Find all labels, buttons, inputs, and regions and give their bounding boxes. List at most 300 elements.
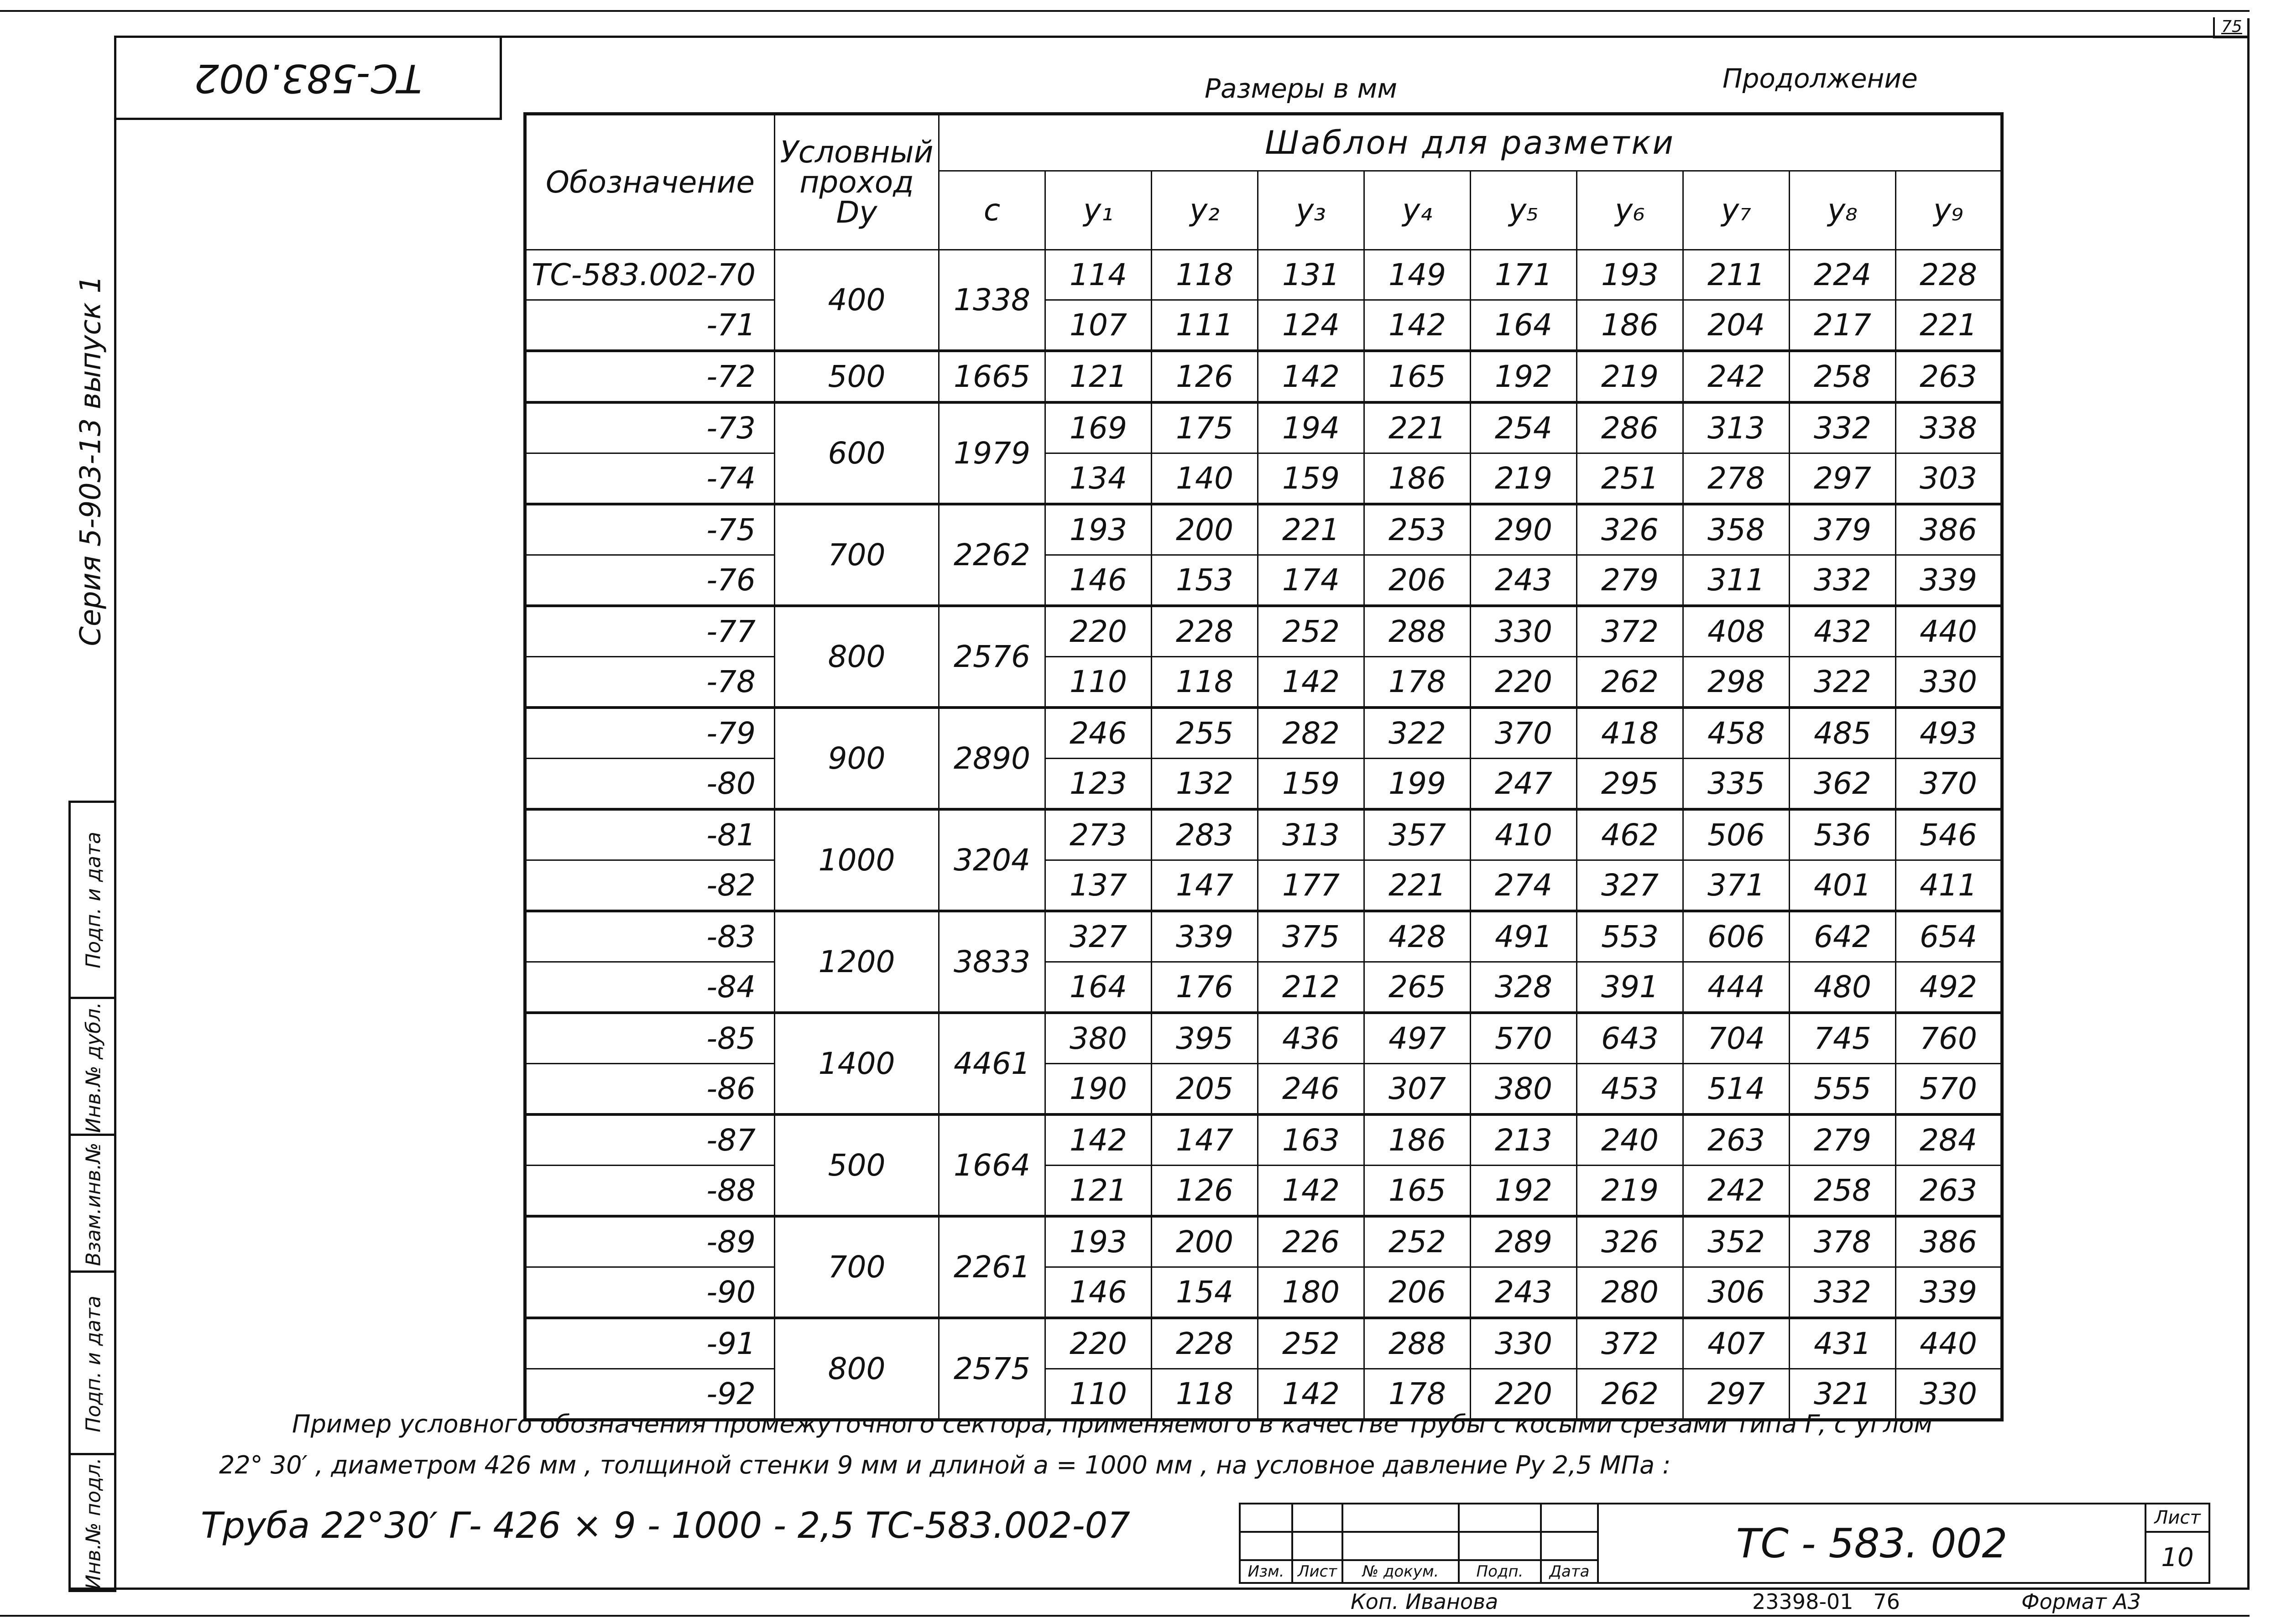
row-designation: -79 [525,708,775,759]
row-y1-value: 137 [1045,860,1152,911]
row-y8-value: 555 [1790,1064,1896,1115]
row-y3-value: 313 [1258,809,1364,860]
title-label-doc: № докум. [1342,1560,1459,1583]
row-y5-value: 274 [1471,860,1577,911]
row-y6-value: 391 [1577,962,1683,1013]
marking-template-table [523,112,2004,1421]
row-y3-value: 163 [1258,1114,1364,1166]
row-designation: -74 [525,453,775,505]
row-y3-value: 212 [1258,962,1364,1013]
side-stamp-label: Взам.инв.№ [82,1142,105,1266]
row-y3-value: 142 [1258,351,1364,402]
row-y4-value: 221 [1364,860,1471,911]
row-y7-value: 444 [1683,962,1790,1013]
row-designation: -71 [525,300,775,351]
row-y1-value: 146 [1045,1267,1152,1318]
row-y8-value: 480 [1790,962,1896,1013]
row-y9-value: 228 [1896,250,2002,300]
row-y8-value: 431 [1790,1318,1896,1369]
row-bore-dy: 700 [775,504,939,606]
row-y9-value: 760 [1896,1013,2002,1064]
row-designation: -77 [525,606,775,657]
row-y3-value: 180 [1258,1267,1364,1318]
title-label-date: Дата [1541,1560,1598,1583]
row-y2-value: 153 [1152,555,1258,606]
row-y5-value: 330 [1471,606,1577,657]
row-y7-value: 263 [1683,1114,1790,1166]
row-y3-value: 436 [1258,1013,1364,1064]
row-y3-value: 142 [1258,1369,1364,1420]
title-block [1239,1503,2210,1584]
row-y9-value: 330 [1896,1369,2002,1420]
row-y4-value: 221 [1364,402,1471,453]
row-y3-value: 159 [1258,453,1364,505]
row-c-value: 2262 [939,504,1045,606]
row-y1-value: 121 [1045,1166,1152,1217]
row-y6-value: 643 [1577,1013,1683,1064]
row-y2-value: 339 [1152,911,1258,962]
row-y3-value: 252 [1258,1318,1364,1369]
row-y1-value: 114 [1045,250,1152,300]
row-c-value: 2890 [939,708,1045,809]
col-header-y8: y₈ [1790,171,1896,250]
frame-top-line [0,10,2250,12]
row-y1-value: 146 [1045,555,1152,606]
row-y7-value: 313 [1683,402,1790,453]
row-y9-value: 386 [1896,504,2002,555]
row-y7-value: 298 [1683,657,1790,708]
row-y5-value: 570 [1471,1013,1577,1064]
row-y2-value: 205 [1152,1064,1258,1115]
table-row [525,1166,2002,1217]
heading-sizes: Размеры в мм [1205,73,1397,104]
table-row [525,1064,2002,1115]
row-y9-value: 493 [1896,708,2002,759]
row-designation: -73 [525,402,775,453]
row-y5-value: 220 [1471,657,1577,708]
col-header-y2: y₂ [1152,171,1258,250]
row-y4-value: 497 [1364,1013,1471,1064]
row-y9-value: 570 [1896,1064,2002,1115]
row-y8-value: 258 [1790,1166,1896,1217]
row-y6-value: 286 [1577,402,1683,453]
row-bore-dy: 700 [775,1216,939,1318]
row-y7-value: 407 [1683,1318,1790,1369]
row-designation: -89 [525,1216,775,1267]
row-y5-value: 220 [1471,1369,1577,1420]
row-y9-value: 284 [1896,1114,2002,1166]
row-y7-value: 211 [1683,250,1790,300]
row-y4-value: 428 [1364,911,1471,962]
note-line-2: 22° 30′ , диаметром 426 мм , толщиной стенки 9 мм и длиной a = 1000 мм , на условное давление Pу 2,5 МПа : [219,1451,1671,1479]
row-y7-value: 311 [1683,555,1790,606]
row-y8-value: 297 [1790,453,1896,505]
row-y2-value: 147 [1152,860,1258,911]
table-row [525,759,2002,810]
row-designation: -87 [525,1114,775,1166]
row-y6-value: 186 [1577,300,1683,351]
table-row [525,860,2002,911]
row-y7-value: 242 [1683,1166,1790,1217]
title-doc-code: ТС - 583. 002 [1598,1504,2145,1583]
row-y2-value: 118 [1152,250,1258,300]
row-y4-value: 265 [1364,962,1471,1013]
side-stamp-label: Инв.№ дубл. [82,1002,105,1133]
row-c-value: 1665 [939,351,1045,402]
side-stamp-cell-5 [71,803,116,997]
row-y5-value: 171 [1471,250,1577,300]
row-designation: -83 [525,911,775,962]
col-header-y6: y₆ [1577,171,1683,250]
row-y6-value: 327 [1577,860,1683,911]
row-y1-value: 134 [1045,453,1152,505]
top-sheet-number-box [2213,17,2249,38]
row-designation: -81 [525,809,775,860]
row-y2-value: 111 [1152,300,1258,351]
row-designation: ТС-583.002-70 [525,250,775,300]
row-y1-value: 190 [1045,1064,1152,1115]
row-y1-value: 123 [1045,759,1152,810]
row-y7-value: 408 [1683,606,1790,657]
row-y4-value: 186 [1364,453,1471,505]
row-y9-value: 330 [1896,657,2002,708]
row-y9-value: 411 [1896,860,2002,911]
row-y6-value: 251 [1577,453,1683,505]
row-y8-value: 401 [1790,860,1896,911]
row-y9-value: 339 [1896,555,2002,606]
row-designation: -91 [525,1318,775,1369]
row-designation: -76 [525,555,775,606]
row-y4-value: 178 [1364,1369,1471,1420]
table-row [525,1216,2002,1267]
row-y5-value: 192 [1471,351,1577,402]
row-y9-value: 263 [1896,1166,2002,1217]
row-y8-value: 258 [1790,351,1896,402]
row-y5-value: 213 [1471,1114,1577,1166]
side-stamp-label: Подп. и дата [82,1296,105,1432]
row-y9-value: 546 [1896,809,2002,860]
row-y7-value: 352 [1683,1216,1790,1267]
row-y8-value: 321 [1790,1369,1896,1420]
row-designation: -72 [525,351,775,402]
side-stamp [68,801,116,1592]
row-y5-value: 330 [1471,1318,1577,1369]
col-header-y1: y₁ [1045,171,1152,250]
row-y8-value: 378 [1790,1216,1896,1267]
row-y7-value: 204 [1683,300,1790,351]
row-y2-value: 154 [1152,1267,1258,1318]
row-y1-value: 121 [1045,351,1152,402]
col-header-y4: y₄ [1364,171,1471,250]
row-y3-value: 142 [1258,657,1364,708]
row-y1-value: 220 [1045,606,1152,657]
row-y6-value: 372 [1577,606,1683,657]
table-row [525,402,2002,453]
row-y5-value: 328 [1471,962,1577,1013]
row-designation: -88 [525,1166,775,1217]
row-y6-value: 462 [1577,809,1683,860]
row-y3-value: 177 [1258,860,1364,911]
row-y8-value: 332 [1790,555,1896,606]
col-header-c: c [939,171,1045,250]
heading-continuation: Продолжение [1723,63,1918,94]
frame-right [2247,18,2250,1588]
table-row [525,1267,2002,1318]
row-y6-value: 279 [1577,555,1683,606]
row-c-value: 3204 [939,809,1045,911]
row-y9-value: 221 [1896,300,2002,351]
side-stamp-cell-3 [71,1134,116,1273]
side-stamp-cell-4 [71,997,116,1136]
row-y7-value: 704 [1683,1013,1790,1064]
row-y2-value: 228 [1152,1318,1258,1369]
bore-line-3: Dy [836,194,877,230]
row-y5-value: 219 [1471,453,1577,505]
row-y4-value: 165 [1364,1166,1471,1217]
row-y4-value: 186 [1364,1114,1471,1166]
row-y8-value: 322 [1790,657,1896,708]
row-y2-value: 200 [1152,504,1258,555]
row-y7-value: 606 [1683,911,1790,962]
row-y3-value: 131 [1258,250,1364,300]
row-y2-value: 118 [1152,1369,1258,1420]
row-c-value: 3833 [939,911,1045,1013]
row-c-value: 2575 [939,1318,1045,1420]
row-bore-dy: 900 [775,708,939,809]
row-y9-value: 263 [1896,351,2002,402]
row-y4-value: 322 [1364,708,1471,759]
row-y9-value: 339 [1896,1267,2002,1318]
row-y8-value: 332 [1790,402,1896,453]
table-row [525,1013,2002,1064]
side-series-block [68,255,112,666]
row-y3-value: 252 [1258,606,1364,657]
title-sheet-number: 10 [2145,1532,2209,1583]
row-y2-value: 126 [1152,1166,1258,1217]
row-y2-value: 118 [1152,657,1258,708]
row-y2-value: 228 [1152,606,1258,657]
row-c-value: 1979 [939,402,1045,504]
row-designation: -84 [525,962,775,1013]
row-y6-value: 193 [1577,250,1683,300]
row-designation: -75 [525,504,775,555]
row-y7-value: 514 [1683,1064,1790,1115]
row-y3-value: 194 [1258,402,1364,453]
row-y4-value: 142 [1364,300,1471,351]
row-y2-value: 175 [1152,402,1258,453]
row-y3-value: 142 [1258,1166,1364,1217]
row-y9-value: 440 [1896,1318,2002,1369]
row-designation: -80 [525,759,775,810]
row-y5-value: 192 [1471,1166,1577,1217]
row-y6-value: 219 [1577,1166,1683,1217]
row-y1-value: 327 [1045,911,1152,962]
row-y7-value: 458 [1683,708,1790,759]
row-y6-value: 280 [1577,1267,1683,1318]
frame-bottom-edge [0,1615,2250,1617]
side-stamp-cell-1 [71,1453,116,1592]
row-y1-value: 142 [1045,1114,1152,1166]
table-row [525,300,2002,351]
row-y4-value: 288 [1364,606,1471,657]
row-y2-value: 283 [1152,809,1258,860]
row-y4-value: 178 [1364,657,1471,708]
table-row [525,555,2002,606]
row-y6-value: 262 [1577,657,1683,708]
row-y6-value: 372 [1577,1318,1683,1369]
row-y6-value: 219 [1577,351,1683,402]
row-y4-value: 149 [1364,250,1471,300]
row-y2-value: 126 [1152,351,1258,402]
row-y4-value: 253 [1364,504,1471,555]
table-row [525,911,2002,962]
row-y2-value: 140 [1152,453,1258,505]
row-y4-value: 206 [1364,1267,1471,1318]
corner-code-text: ТС-583.002 [194,55,422,101]
row-bore-dy: 1400 [775,1013,939,1114]
row-y2-value: 255 [1152,708,1258,759]
row-y3-value: 226 [1258,1216,1364,1267]
row-bore-dy: 400 [775,250,939,351]
row-y6-value: 326 [1577,504,1683,555]
title-label-izm: Изм. [1240,1560,1292,1583]
row-y9-value: 492 [1896,962,2002,1013]
row-y5-value: 243 [1471,555,1577,606]
row-y2-value: 395 [1152,1013,1258,1064]
side-stamp-cell-2 [71,1270,116,1455]
row-y9-value: 338 [1896,402,2002,453]
row-y5-value: 410 [1471,809,1577,860]
row-y4-value: 165 [1364,351,1471,402]
row-y9-value: 370 [1896,759,2002,810]
row-y3-value: 124 [1258,300,1364,351]
row-y5-value: 370 [1471,708,1577,759]
row-y5-value: 164 [1471,300,1577,351]
row-y9-value: 386 [1896,1216,2002,1267]
row-bore-dy: 1200 [775,911,939,1013]
row-bore-dy: 1000 [775,809,939,911]
side-stamp-label: Инв.№ подл. [82,1457,105,1590]
row-y8-value: 745 [1790,1013,1896,1064]
row-y1-value: 380 [1045,1013,1152,1064]
row-y7-value: 242 [1683,351,1790,402]
row-y3-value: 246 [1258,1064,1364,1115]
table-row [525,606,2002,657]
row-y5-value: 243 [1471,1267,1577,1318]
row-y5-value: 290 [1471,504,1577,555]
row-y5-value: 247 [1471,759,1577,810]
row-y8-value: 279 [1790,1114,1896,1166]
row-y1-value: 107 [1045,300,1152,351]
row-designation: -82 [525,860,775,911]
row-y6-value: 326 [1577,1216,1683,1267]
row-y5-value: 289 [1471,1216,1577,1267]
row-y1-value: 246 [1045,708,1152,759]
row-y6-value: 240 [1577,1114,1683,1166]
row-y8-value: 642 [1790,911,1896,962]
row-y7-value: 371 [1683,860,1790,911]
col-header-template: Шаблон для разметки [939,114,2002,171]
row-bore-dy: 500 [775,1114,939,1216]
col-header-designation: Обозначение [525,114,775,250]
row-bore-dy: 800 [775,1318,939,1420]
row-y4-value: 206 [1364,555,1471,606]
row-c-value: 1664 [939,1114,1045,1216]
row-y7-value: 306 [1683,1267,1790,1318]
title-sheet-label: Лист [2145,1504,2209,1532]
col-header-y7: y₇ [1683,171,1790,250]
row-y9-value: 303 [1896,453,2002,505]
row-y4-value: 252 [1364,1216,1471,1267]
table-row [525,962,2002,1013]
note-line-1: Пример условного обозначения промежуточного сектора, применяемого в качестве трубы с косыми срезами типа Г, с углом [292,1410,1933,1438]
side-series-text: Серия 5-903-13 выпуск 1 [73,275,107,646]
row-y8-value: 536 [1790,809,1896,860]
table-row [525,708,2002,759]
archive-number: 23398-01 76 [1752,1589,1900,1614]
row-y7-value: 506 [1683,809,1790,860]
row-y3-value: 375 [1258,911,1364,962]
row-designation: -90 [525,1267,775,1318]
bore-line-2: проход [799,164,914,200]
table-row [525,1318,2002,1369]
row-y3-value: 174 [1258,555,1364,606]
row-y6-value: 418 [1577,708,1683,759]
row-y1-value: 273 [1045,809,1152,860]
row-y3-value: 221 [1258,504,1364,555]
row-y2-value: 147 [1152,1114,1258,1166]
row-y1-value: 193 [1045,1216,1152,1267]
row-y9-value: 440 [1896,606,2002,657]
row-y6-value: 262 [1577,1369,1683,1420]
row-designation: -85 [525,1013,775,1064]
row-y8-value: 362 [1790,759,1896,810]
corner-code-box [116,38,502,120]
table-row [525,809,2002,860]
bore-line-1: Условный [780,134,934,170]
row-y7-value: 335 [1683,759,1790,810]
row-c-value: 1338 [939,250,1045,351]
format-label: Формат А3 [2021,1589,2141,1614]
row-y1-value: 164 [1045,962,1152,1013]
row-y9-value: 654 [1896,911,2002,962]
row-y5-value: 380 [1471,1064,1577,1115]
top-sheet-number: 75 [2221,17,2242,36]
table-row [525,250,2002,300]
row-y2-value: 132 [1152,759,1258,810]
title-label-sign: Подп. [1459,1560,1541,1583]
row-y4-value: 199 [1364,759,1471,810]
row-c-value: 4461 [939,1013,1045,1114]
example-designation: Труба 22°30′ Г- 426 × 9 - 1000 - 2,5 ТС-583.002-07 [201,1505,1130,1546]
row-y5-value: 254 [1471,402,1577,453]
col-header-y9: y₉ [1896,171,2002,250]
frame-bottom [68,1588,2250,1590]
row-y8-value: 217 [1790,300,1896,351]
row-designation: -92 [525,1369,775,1420]
row-designation: -86 [525,1064,775,1115]
table-body [525,250,2002,1420]
row-y7-value: 278 [1683,453,1790,505]
row-y1-value: 169 [1045,402,1152,453]
row-y1-value: 220 [1045,1318,1152,1369]
row-y8-value: 224 [1790,250,1896,300]
col-header-y3: y₃ [1258,171,1364,250]
row-y1-value: 110 [1045,657,1152,708]
row-y6-value: 295 [1577,759,1683,810]
row-y8-value: 485 [1790,708,1896,759]
table-row [525,1114,2002,1166]
